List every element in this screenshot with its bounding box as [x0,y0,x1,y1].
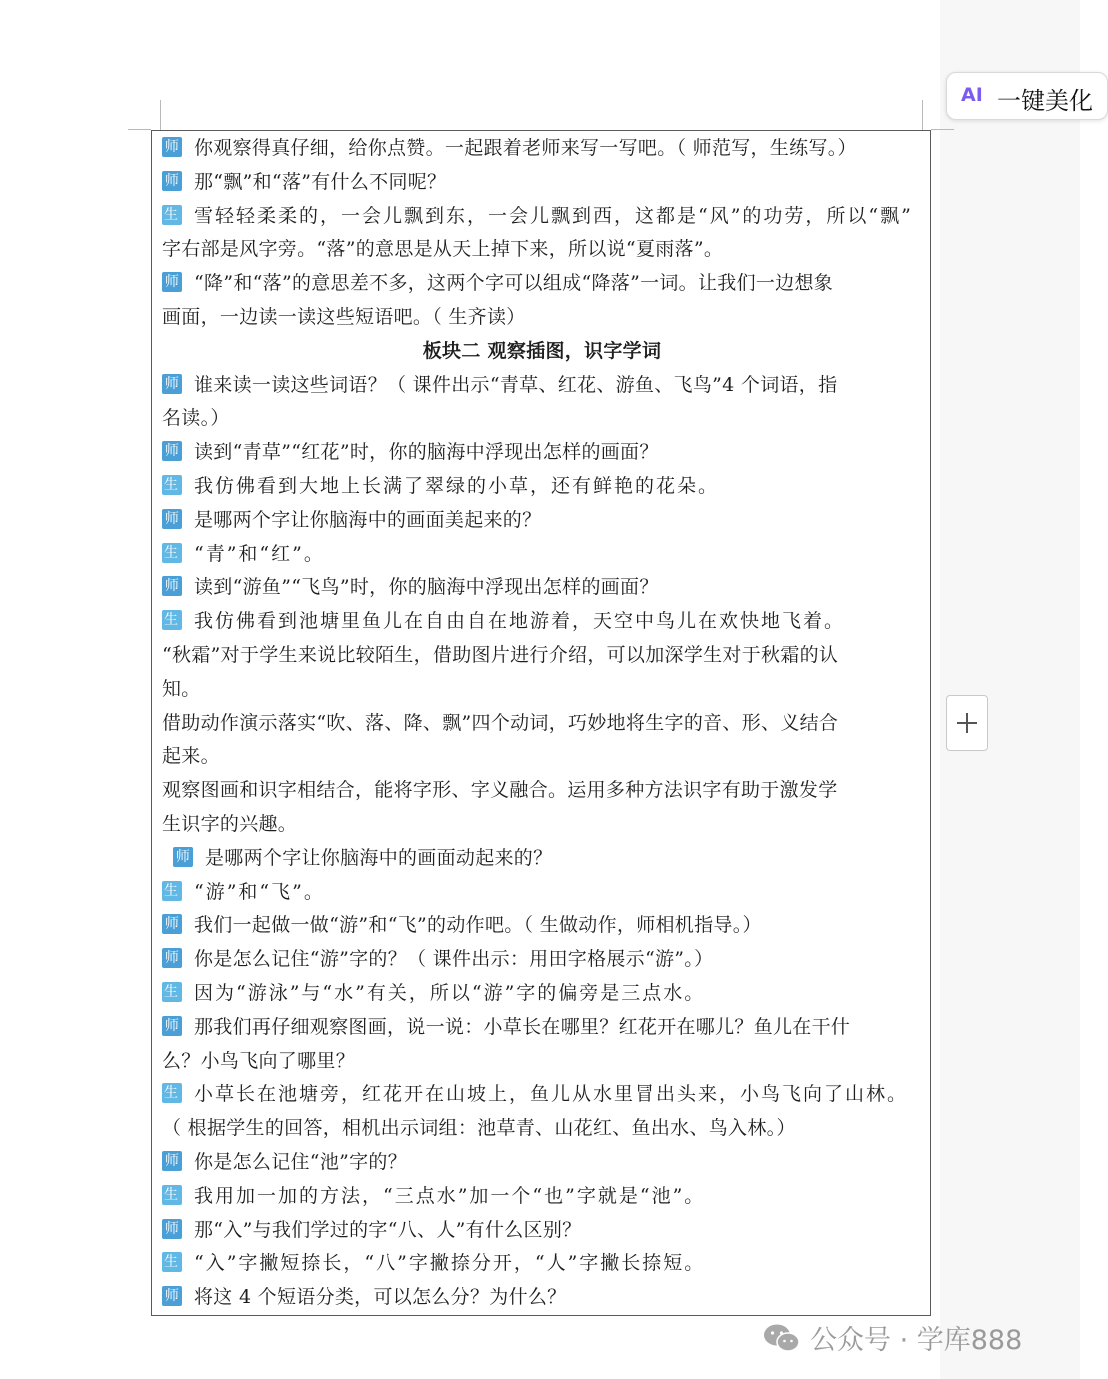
line-text: 么？小鸟飞向了哪里？ [162,1049,356,1072]
student-badge: 生 [164,1254,180,1271]
teacher-badge: 师 [162,171,182,191]
line-text: 那我们再仔细观察图画，说一说：小草长在哪里？红花开在哪儿？鱼儿在干什 [194,1015,851,1038]
student-line [162,604,922,638]
line-text: 我仿佛看到池塘里鱼儿在自由自在地游着，天空中鸟儿在欢快地飞着。 [194,610,846,633]
teacher-badge: 师 [162,914,182,934]
text-line [162,773,922,807]
line-text: 观察图画和识字相结合，能将字形、字义融合。运用多种方法识字有助于激发学 [162,779,838,802]
teacher-badge: 师 [162,441,182,461]
teacher-badge: 师 [162,1016,182,1036]
text-line [162,300,922,334]
teacher-badge: 师 [162,576,182,596]
student-line [162,1077,922,1111]
student-line [162,1246,922,1280]
student-badge: 生 [164,1085,180,1102]
student-badge: 生 [164,882,180,899]
document-page [151,130,931,1316]
text-line [162,672,922,706]
line-text: 知。 [162,677,201,700]
line-text: 那“飘”和“落”有什么不同呢？ [194,170,447,193]
margin-corner-mark [931,129,954,130]
watermark-text: 公众号 · 学库888 [810,1325,1023,1356]
line-text: 你是怎么记住“游”字的？（ 课件出示：用田字格展示“游”。） [194,948,714,971]
line-text: 雪轻轻柔柔的，一会儿飘到东，一会儿飘到西，这都是“风”的功劳，所以“飘” [194,204,913,227]
teacher-line [162,942,922,976]
text-line [162,638,922,672]
line-text: 是哪两个字让你脑海中的画面美起来的？ [194,508,542,531]
teacher-line [173,841,933,875]
line-text: 我们一起做一做“游”和“飞”的动作吧。（ 生做动作，师相机指导。） [194,914,762,937]
line-text: 谁来读一读这些词语？（ 课件出示“青草、红花、游鱼、飞鸟”4 个词语，指 [194,373,838,396]
line-text: 那“入”与我们学过的字“八、人”有什么区别？ [194,1218,582,1241]
teacher-badge: 师 [162,1219,182,1239]
right-panel-background [940,0,1080,1379]
teacher-line [162,503,922,537]
line-text: 名读。） [162,407,230,430]
line-text: 板块二 观察插图，识字学词 [422,339,662,362]
margin-corner-mark [922,100,923,130]
student-badge: 生 [164,544,180,561]
student-line [162,1179,922,1213]
student-badge: 生 [164,984,180,1000]
student-line [162,976,922,1010]
teacher-badge: 师 [162,1151,182,1171]
ai-beautify-label: 一键美化 [997,87,1093,115]
add-block-button[interactable] [946,695,988,751]
line-text: （ 根据学生的回答，相机出示词组：池草青、山花红、鱼出水、鸟入林。） [162,1117,796,1140]
text-line [162,1111,922,1145]
line-text: 将这 4 个短语分类，可以怎么分？为什么？ [194,1286,567,1309]
teacher-badge: 师 [162,509,182,529]
section-heading [152,334,932,368]
teacher-badge: 师 [162,272,182,292]
line-text: 是哪两个字让你脑海中的画面动起来的？ [205,846,553,869]
teacher-line [162,908,922,942]
student-badge: 生 [164,612,180,629]
line-text: 读到“青草”“红花”时，你的脑海中浮现出怎样的画面？ [194,441,659,464]
ai-icon: AI [961,84,983,106]
line-text: 小草长在池塘旁，红花开在山坡上，鱼儿从水里冒出头来，小鸟飞向了山林。 [194,1083,909,1106]
student-line [162,875,922,909]
teacher-line [162,131,922,165]
text-line [162,706,922,740]
teacher-line [162,165,922,199]
line-text: 画面，一边读一读这些短语吧。（ 生齐读） [162,306,526,328]
line-text: “降”和“落”的意思差不多，这两个字可以组成“降落”一词。让我们一边想象 [194,272,834,295]
line-text: “入”字撇短捺长，“八”字撇捺分开，“人”字撇长捺短。 [194,1252,706,1275]
line-text: 你观察得真仔细，给你点赞。一起跟着老师来写一写吧。（ 师范写，生练写。） [194,137,857,159]
line-text: 借助动作演示落实“吹、落、降、飘”四个动词，巧妙地将生字的音、形、义结合 [162,711,839,734]
text-line [162,739,922,773]
text-line [162,807,922,841]
student-line [162,469,922,503]
teacher-badge: 师 [162,1286,182,1306]
teacher-badge: 师 [173,847,193,867]
teacher-line [162,570,922,604]
ai-beautify-button[interactable] [946,72,1108,120]
line-text: 我仿佛看到大地上长满了翠绿的小草，还有鲜艳的花朵。 [194,475,720,497]
student-badge: 生 [164,1186,180,1203]
wechat-icon [762,1323,802,1353]
text-line [162,232,922,266]
student-badge: 生 [164,477,180,493]
line-text: 因为“游泳”与“水”有关，所以“游”字的偏旁是三点水。 [194,982,706,1004]
line-text: 生识字的兴趣。 [162,813,298,835]
teacher-line [162,1145,922,1179]
line-text: “秋霜”对于学生来说比较陌生，借助图片进行介绍，可以加深学生对于秋霜的认 [162,644,839,666]
teacher-badge: 师 [162,137,182,157]
text-line [162,1044,922,1078]
line-text: 我用加一加的方法，“三点水”加一个“也”字就是“池”。 [194,1184,706,1207]
teacher-line [162,266,922,300]
teacher-badge: 师 [162,374,182,394]
student-line [162,537,922,571]
teacher-badge: 师 [162,948,182,968]
watermark [762,1318,1022,1358]
margin-corner-mark [160,100,161,130]
student-badge: 生 [164,206,180,223]
text-line [162,401,922,435]
student-line [162,199,922,233]
line-text: 起来。 [162,745,220,768]
line-text: 读到“游鱼”“飞鸟”时，你的脑海中浮现出怎样的画面？ [194,576,659,599]
line-text: “游”和“飞”。 [194,880,325,903]
teacher-line [162,1280,922,1314]
teacher-line [162,368,922,402]
teacher-line [162,1010,922,1044]
line-text: 你是怎么记住“池”字的？ [194,1151,408,1173]
line-text: 字右部是风字旁。“落”的意思是从天上掉下来，所以说“夏雨落”。 [162,238,724,261]
teacher-line [162,1213,922,1247]
line-text: “青”和“红”。 [194,542,325,565]
margin-corner-mark [128,129,151,130]
teacher-line [162,435,922,469]
